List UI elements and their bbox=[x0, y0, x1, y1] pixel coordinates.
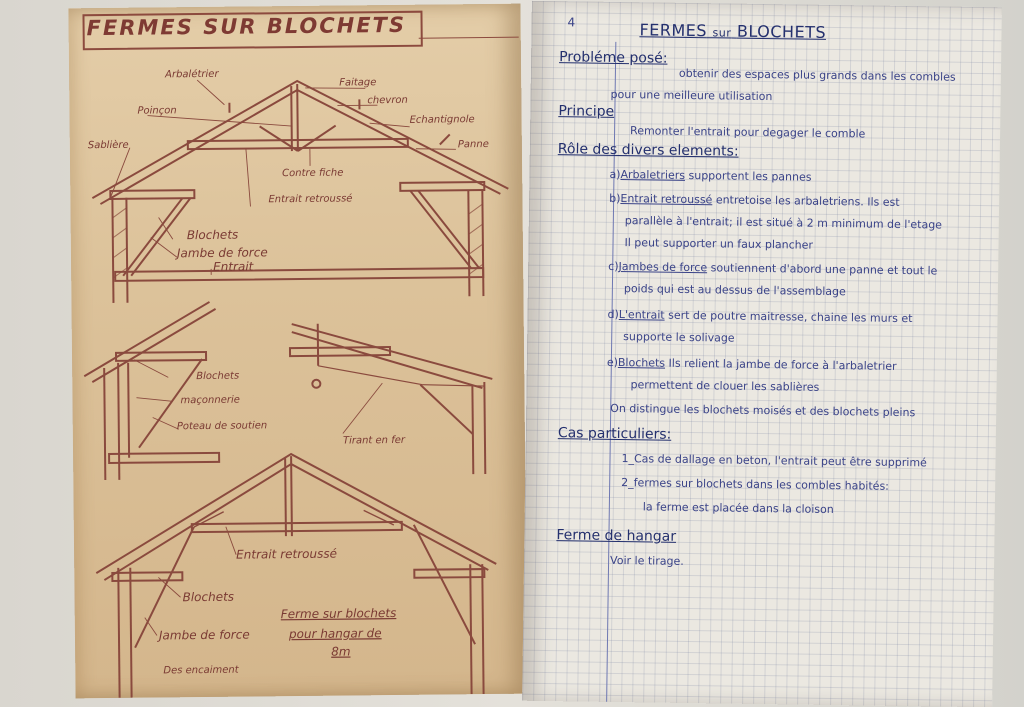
hangar-caption-3: 8m bbox=[331, 644, 350, 658]
item-d-mark: d) bbox=[607, 308, 618, 321]
label-poteau: Poteau de soutien bbox=[177, 420, 268, 432]
item-b-line-3: Il peut supporter un faux plancher bbox=[624, 236, 813, 252]
heading-role: Rôle des divers elements: bbox=[558, 141, 739, 160]
item-e-mark: e) bbox=[607, 356, 618, 369]
item-a bbox=[609, 168, 811, 184]
hangar-text: Voir le tirage. bbox=[610, 554, 684, 568]
label-arbaletrier: Arbalétrier bbox=[164, 68, 219, 81]
label-maconnerie: maçonnerie bbox=[180, 395, 239, 407]
left-page-drawings bbox=[68, 4, 527, 699]
label-blochets-3: Blochets bbox=[182, 590, 234, 605]
label-poincon: Poinçon bbox=[137, 105, 176, 116]
label-jambe-de-force: Jambe de force bbox=[175, 245, 268, 260]
heading-ferme-hangar: Ferme de hangar bbox=[556, 527, 676, 545]
item-a-text: supportent les pannes bbox=[688, 169, 811, 184]
item-c-mark: c) bbox=[608, 260, 619, 273]
page-title-part-3: BLOCHETS bbox=[737, 22, 826, 42]
item-a-mark: a) bbox=[609, 168, 620, 181]
heading-cas-particuliers: Cas particuliers: bbox=[558, 425, 672, 443]
label-panne: Panne bbox=[458, 139, 489, 150]
item-c-term: Jambes de force bbox=[618, 260, 707, 274]
drawing-title: FERMES SUR BLOCHETS bbox=[86, 13, 406, 40]
item-e bbox=[607, 356, 897, 373]
item-d bbox=[607, 308, 912, 325]
distingue-text: On distingue les blochets moisés et des blochets pleins bbox=[610, 402, 915, 419]
item-a-term: Arbaletriers bbox=[620, 168, 685, 182]
item-b-mark: b) bbox=[609, 192, 620, 205]
truss-detail-tie-rod bbox=[290, 322, 494, 476]
item-e-line-2: permettent de clouer les sablières bbox=[630, 378, 819, 394]
label-entrait-retrousse-2: Entrait retroussé bbox=[236, 547, 337, 562]
item-d-text: sert de poutre maitresse, chaine les murs et bbox=[668, 309, 913, 325]
hangar-caption-2: pour hangar de bbox=[288, 626, 382, 641]
item-d-line-2: supporte le solivage bbox=[623, 330, 735, 345]
principe-text: Remonter l'entrait pour degager le comble bbox=[630, 124, 865, 140]
page-number: 4 bbox=[568, 15, 576, 29]
cas-1: 1_Cas de dallage en beton, l'entrait peut être supprimé bbox=[621, 452, 927, 469]
item-d-term: L'entrait bbox=[619, 308, 665, 322]
probleme-line-1: obtenir des espaces plus grands dans les combles bbox=[679, 67, 956, 84]
item-b bbox=[609, 192, 900, 209]
heading-probleme: Probléme posé: bbox=[559, 49, 668, 67]
label-chevron: chevron bbox=[367, 95, 408, 106]
item-e-text: Ils relient la jambe de force à l'arbaletrier bbox=[669, 357, 897, 373]
item-c-text: soutiennent d'abord une panne et tout le bbox=[711, 261, 938, 277]
label-entrait: Entrait bbox=[213, 259, 255, 273]
page-title-part-2: sur bbox=[712, 26, 731, 39]
label-faitage: Faitage bbox=[339, 77, 376, 88]
item-c bbox=[608, 260, 937, 278]
label-echantignole: Echantignole bbox=[410, 114, 475, 126]
page-title-part-1: FERMES bbox=[639, 20, 707, 40]
cas-2-line-2: la ferme est placée dans la cloison bbox=[643, 500, 834, 516]
right-page-notes bbox=[522, 1, 1002, 707]
hangar-caption-1: Ferme sur blochets bbox=[281, 606, 397, 621]
label-blochets: Blochets bbox=[187, 228, 239, 243]
probleme-line-2: pour une meilleure utilisation bbox=[611, 88, 773, 103]
item-c-line-2: poids qui est au dessus de l'assemblage bbox=[624, 282, 846, 298]
label-entrait-retrousse: Entrait retroussé bbox=[268, 192, 352, 205]
item-b-line-2: parallèle à l'entrait; il est situé à 2 m minimum de l'etage bbox=[625, 214, 942, 231]
cas-2: 2_fermes sur blochets dans les combles habités: bbox=[621, 476, 889, 493]
item-e-term: Blochets bbox=[618, 356, 665, 370]
label-blochets-2: Blochets bbox=[196, 371, 239, 382]
truss-drawings bbox=[68, 4, 527, 699]
label-jambe-de-force-2: Jambe de force bbox=[157, 628, 250, 643]
label-contre-fiche: Contre fiche bbox=[282, 168, 343, 180]
page-title bbox=[639, 20, 826, 42]
truss-diagram-hangar bbox=[95, 452, 498, 698]
label-sabliere: Sablière bbox=[88, 139, 129, 151]
item-b-text: entretoise les arbaletriens. Ils est bbox=[716, 193, 900, 209]
label-tirant: Tirant en fer bbox=[343, 435, 406, 447]
heading-principe: Principe bbox=[558, 103, 614, 120]
item-b-term: Entrait retroussé bbox=[620, 192, 712, 206]
truss-detail-masonry bbox=[83, 302, 219, 480]
label-des-encaiment: Des encaiment bbox=[163, 665, 239, 677]
